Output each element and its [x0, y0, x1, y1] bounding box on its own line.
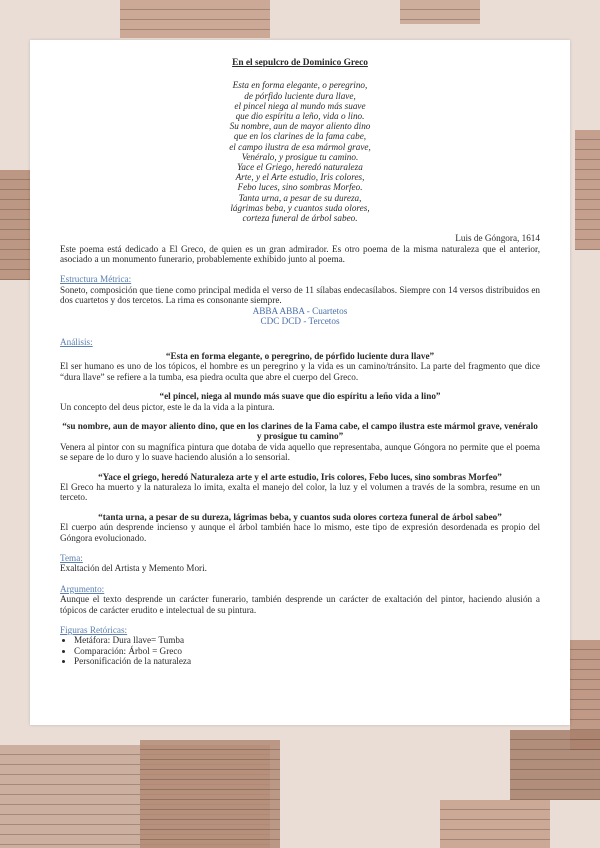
metrica-text: Soneto, composición que tiene como principal medida el verso de 11 sílabas endecasílabos. Siempre con 14 versos distribuidos en dos cuartetos y dos tercetos. La rima es consonante siempre. — [60, 284, 540, 306]
poem-line: que dio espíritu a leño, vida o lino. — [235, 111, 365, 122]
analysis-text: Un concepto del deus pictor, este le da la vida a la pintura. — [60, 401, 275, 412]
poem-line: Venéralo, y prosigue tu camino. — [241, 151, 359, 162]
list-item: • Metáfora: Dura llave= Tumba — [74, 635, 540, 645]
section-heading-metrica: Estructura Métrica: — [60, 274, 132, 285]
figuras-list — [60, 635, 540, 666]
section-heading-tema: Tema: — [60, 553, 83, 563]
poem-line: Arte, y el Arte estudio, Iris colores, — [235, 172, 365, 183]
paper-scrap-decoration — [400, 0, 480, 24]
poem — [60, 80, 540, 223]
section-heading-figuras: Figuras Retóricas: — [60, 625, 128, 636]
paper-scrap-decoration — [140, 740, 280, 848]
analysis-text: El cuerpo aún desprende incienso y aunque el árbol también hace lo mismo, este tipo de expresión desordenada es propio del Góngora evolucionado. — [60, 522, 540, 543]
analysis-text: El Greco ha muerto y la naturaleza lo imita, exalta el manejo del color, la luz y el volumen a través de la sombra, resume en un terceto. — [60, 481, 540, 503]
poem-line: Tanta urna, a pesar de su dureza, — [238, 192, 362, 203]
poem-line: Su nombre, aun de mayor aliento dino — [229, 121, 371, 132]
analysis-text: El ser humano es uno de los tópicos, el hombre es un peregrino y la vida es un camino/tránsito. La parte del fragmento que dice “dura llave” se refiere a la tumba, esa piedra oculta que abre el cuerpo del Greco. — [60, 361, 540, 382]
analysis-quote: “Yace el griego, heredó Naturaleza arte y el arte estudio, Iris colores, Febo luces, sino sombras Morfeo” — [98, 471, 502, 482]
argumento-text: Aunque el texto desprende un carácter funerario, también desprende un carácter de exaltación del pintor, haciendo alusión a tópicos de carácter erudito e intelectual de su pintura. — [60, 594, 540, 615]
tema-text: Exaltación del Artista y Memento Mori. — [60, 563, 207, 574]
poem-line: Esta en forma elegante, o peregrino, — [232, 80, 368, 91]
paper-scrap-decoration — [510, 730, 600, 800]
document-page — [30, 40, 570, 725]
poem-line: el pincel niega al mundo más suave — [234, 100, 366, 111]
poem-line: Yace el Griego, heredó naturaleza — [237, 162, 363, 173]
intro-paragraph: Este poema está dedicado a El Greco, de quien es un gran admirador. Es otro poema de la misma naturaleza que el anterior, asociado a un monumento funerario, probablemente exhibido junto al poema. — [60, 243, 540, 265]
list-item: • Comparación: Árbol = Greco — [74, 646, 540, 656]
paper-scrap-decoration — [440, 800, 550, 848]
rhyme-tercetos: CDC DCD - Tercetos — [260, 316, 340, 327]
analysis-quote: “Esta en forma elegante, o peregrino, de pórfido luciente dura llave” — [165, 350, 435, 361]
analysis-quote: “el pincel, niega al mundo más suave que dio espíritu a leño vida a lino” — [159, 391, 441, 402]
poem-line: de pórfido luciente dura llave, — [244, 90, 356, 101]
section-heading-analisis: Análisis: — [60, 336, 93, 347]
section-heading-argumento: Argumento: — [60, 583, 105, 594]
document-content — [60, 58, 540, 667]
paper-scrap-decoration — [0, 170, 30, 280]
poem-line: que en los clarines de la fama cabe, — [233, 131, 367, 142]
paper-scrap-decoration — [575, 130, 600, 250]
poem-author: Luis de Góngora, 1614 — [455, 233, 540, 244]
page-title: En el sepulcro de Dominico Greco — [232, 58, 368, 68]
poem-line: Febo luces, sino sombras Morfeo. — [237, 182, 363, 193]
poem-line: lágrimas beba, y cuantos suda olores, — [230, 202, 370, 213]
poem-line: corteza funeral de árbol sabeo. — [242, 213, 358, 224]
analysis-quote: “su nombre, aun de mayor aliento dino, que en los clarines de la Fama cabe, el campo ilustra este mármol grave, venéralo y prosigue tu camino” — [62, 420, 538, 442]
rhyme-cuartetos: ABBA ABBA - Cuartetos — [252, 305, 348, 316]
list-item: • Personificación de la naturaleza — [74, 656, 540, 666]
analysis-text: Venera al pintor con su magnífica pintura que dotaba de vida aquello que representaba, aunque Góngora no permite que el poema se separe de lo duro y lo suave haciendo alusión a lo sensorial. — [60, 441, 540, 463]
analysis-quote: “tanta urna, a pesar de su dureza, lágrimas beba, y cuantos suda olores corteza funeral de árbol sabeo” — [98, 511, 502, 522]
paper-scrap-decoration — [120, 0, 270, 38]
poem-line: el campo ilustra de esa mármol grave, — [229, 141, 371, 152]
